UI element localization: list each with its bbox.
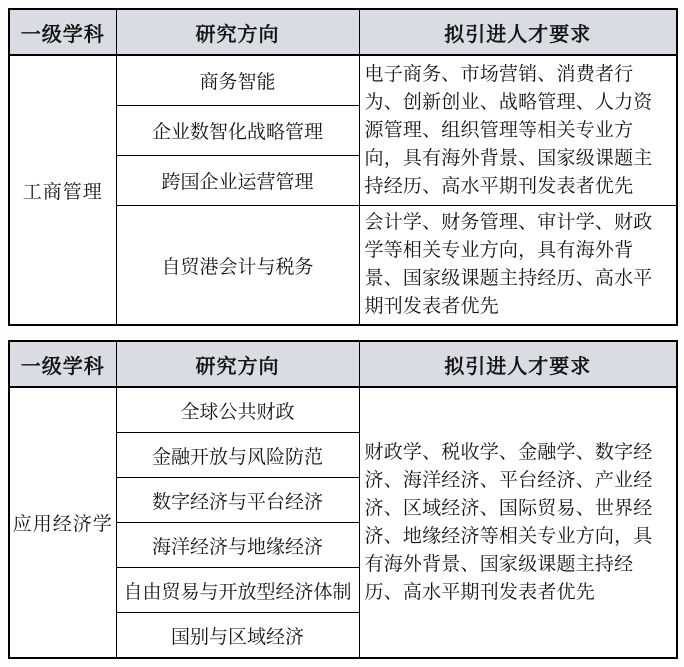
- direction-cell-marine-geo-economy: 海洋经济与地缘经济: [116, 523, 359, 568]
- direction-cell-digital-platform-economy: 数字经济与平台经济: [116, 478, 359, 523]
- direction-cell-enterprise-digital-strategy: 企业数智化战略管理: [116, 106, 359, 156]
- header-row: [9, 9, 677, 55]
- column-header-talent-requirements: 拟引进人才要求: [359, 341, 677, 387]
- table-applied-economics: [8, 340, 678, 659]
- column-header-talent-requirements: 拟引进人才要求: [359, 9, 677, 55]
- discipline-cell: 工商管理: [9, 55, 116, 325]
- direction-cell-global-public-finance: 全球公共财政: [116, 387, 359, 433]
- requirement-cell-economics: 财政学、税收学、金融学、数字经济、海洋经济、平台经济、产业经济、区域经济、国际贸易、世界经济、地缘经济等相关专业方向，具有海外背景、国家级课题主持经历、高水平期刊发表者优先: [359, 387, 677, 658]
- direction-cell-business-intelligence: 商务智能: [116, 55, 359, 106]
- discipline-cell: 应用经济学: [9, 387, 116, 658]
- column-header-discipline: 一级学科: [9, 9, 116, 55]
- header-row: [9, 341, 677, 387]
- requirement-cell-accounting: 会计学、财务管理、审计学、财政学等相关专业方向，具有海外背景、国家级课题主持经历、高水平期刊发表者优先: [359, 206, 677, 326]
- direction-cell-financial-opening-risk: 金融开放与风险防范: [116, 433, 359, 478]
- column-header-research-direction: 研究方向: [116, 9, 359, 55]
- column-header-research-direction: 研究方向: [116, 341, 359, 387]
- table-row: [9, 55, 677, 106]
- direction-cell-free-trade-open-economy: 自由贸易与开放型经济体制: [116, 568, 359, 613]
- requirement-cell-management: 电子商务、市场营销、消费者行为、创新创业、战略管理、人力资源管理、组织管理等相关专业方向，具有海外背景、国家级课题主持经历、高水平期刊发表者优先: [359, 55, 677, 206]
- direction-cell-ftp-accounting-tax: 自贸港会计与税务: [116, 206, 359, 326]
- column-header-discipline: 一级学科: [9, 341, 116, 387]
- table-business-administration: [8, 8, 678, 326]
- direction-cell-multinational-operations: 跨国企业运营管理: [116, 156, 359, 206]
- table-row: [9, 387, 677, 433]
- direction-cell-country-regional-economy: 国别与区域经济: [116, 613, 359, 659]
